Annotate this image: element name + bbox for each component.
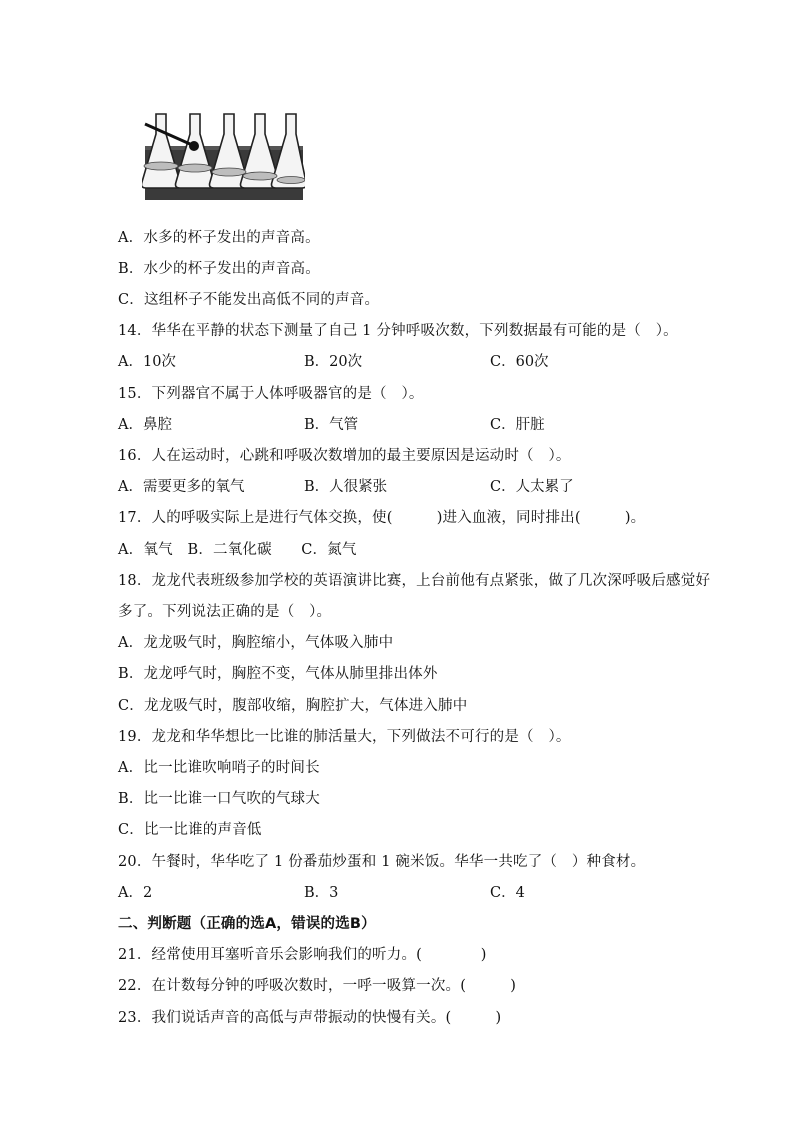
flasks-illustration [142,108,305,203]
q16-option-b: B．人很紧张 [304,479,388,495]
q15-option-a: A．鼻腔 [118,417,172,433]
q19-option-a: A．比一比谁吹响哨子的时间长 [118,760,320,776]
flasks-figure [142,108,305,203]
q19-stem: 19．龙龙和华华想比一比谁的肺活量大，下列做法不可行的是（ ）。 [118,729,571,745]
q20-option-b: B．3 [304,885,339,901]
q14-stem: 14．华华在平静的状态下测量了自己 1 分钟呼吸次数，下列数据最有可能的是（ ）。 [118,323,678,339]
q18-stem-line2: 多了。下列说法正确的是（ ）。 [118,604,332,620]
q20-option-c: C．4 [490,885,525,901]
q15-option-b: B．气管 [304,417,359,433]
q18-option-a: A．龙龙吸气时，胸腔缩小，气体吸入肺中 [118,635,394,651]
q16-option-a: A．需要更多的氧气 [118,479,245,495]
q14-option-a: A．10次 [118,354,176,370]
flask-group [142,114,305,188]
q14-option-c: C．60次 [490,354,549,370]
q18-option-b: B．龙龙呼气时，胸腔不变，气体从肺里排出体外 [118,666,438,682]
q13-option-a: A．水多的杯子发出的声音高。 [118,230,320,246]
q17-stem: 17．人的呼吸实际上是进行气体交换，使( )进入血液，同时排出( )。 [118,510,646,526]
q18-option-c: C．龙龙吸气时，腹部收缩，胸腔扩大，气体进入肺中 [118,698,468,714]
q16-stem: 16．人在运动时，心跳和呼吸次数增加的最主要原因是运动时（ ）。 [118,448,571,464]
q17-options: A．氧气 B．二氧化碳 C．氮气 [118,542,357,558]
q19-option-b: B．比一比谁一口气吹的气球大 [118,791,320,807]
section-heading-true-false: 二、判断题（正确的选A，错误的选B） [118,916,376,932]
q20-option-a: A．2 [118,885,153,901]
q21-stem: 21．经常使用耳塞听音乐会影响我们的听力。( ) [118,947,487,963]
q19-option-c: C．比一比谁的声音低 [118,822,262,838]
q22-stem: 22．在计数每分钟的呼吸次数时，一呼一吸算一次。( ) [118,978,517,994]
q23-stem: 23．我们说话声音的高低与声带振动的快慢有关。( ) [118,1010,502,1026]
q15-option-c: C．肝脏 [490,417,545,433]
q14-option-b: B．20次 [304,354,363,370]
mallet-head [189,141,199,151]
q16-option-c: C．人太累了 [490,479,574,495]
q13-option-c: C．这组杯子不能发出高低不同的声音。 [118,292,380,308]
q20-stem: 20．午餐时，华华吃了 1 份番茄炒蛋和 1 碗米饭。华华一共吃了（ ）种食材。 [118,854,646,870]
q13-option-b: B．水少的杯子发出的声音高。 [118,261,320,277]
q15-stem: 15．下列器官不属于人体呼吸器官的是（ ）。 [118,386,424,402]
q18-stem-line1: 18．龙龙代表班级参加学校的英语演讲比赛，上台前他有点紧张，做了几次深呼吸后感觉好 [118,573,711,589]
